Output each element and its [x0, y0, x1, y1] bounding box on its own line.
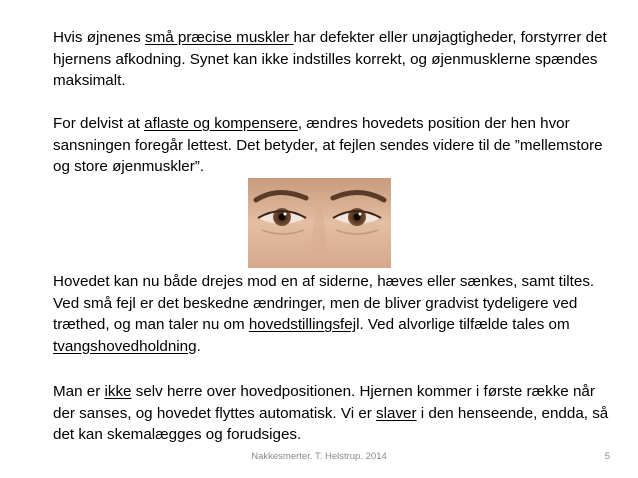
paragraph-not-in-control [53, 381, 613, 446]
p4-underlined-slaves: slaver [376, 404, 417, 422]
p2-text-end: , ændres hovedets position der hen hvor sansningen foregår lettest. Det betyder, at fejlen sendes videre til de ”mellemstore og store øjenmuskler”. [53, 115, 603, 175]
p4-text-middle: selv herre over hovedpositionen. Hjernen kommer i første række når der sanses, og hovedet flyttes automatisk. Vi er [53, 383, 595, 422]
paragraph-eye-muscles [53, 27, 613, 92]
eyes-illustration [248, 178, 391, 268]
p1-underlined-small-muscles: små præcise muskler [145, 29, 294, 46]
p3-text-end: . [196, 337, 201, 355]
p2-underlined-compensate: aflaste og kompensere [144, 115, 298, 132]
paragraph-compensation [53, 113, 613, 178]
p3-underlined-head-position-fault: hovedstillingsfej [248, 316, 357, 333]
p4-text-end: i den henseende, endda, så det kan skemalægges og forudsiges. [53, 404, 609, 443]
p3-text-start: Hovedet kan nu både drejes mod en af siderne, hæves eller sænkes, samt tiltes. Ved små fejl er det beskedne ændringer, men de bliver gradvist tydeligere ved træthed, og man taler nu om [53, 273, 595, 333]
p2-text-start: For delvist at [53, 115, 145, 132]
p3-text-middle: l. Ved alvorlige tilfælde tales om [356, 316, 570, 333]
p1-text-start: Hvis øjnenes [53, 29, 146, 46]
p1-text-end: har defekter eller unøjagtigheder, forstyrrer det hjernens afkodning. Synet kan ikke indstilles korrekt, og øjenmusklerne spændes maksimalt. [53, 29, 607, 89]
p4-underlined-not: ikke [104, 383, 132, 400]
eyes-photo [248, 178, 391, 268]
footer-text: Nakkesmerter. T. Helstrup. 2014 [251, 451, 387, 462]
slide-footer [0, 451, 638, 467]
paragraph-head-position [53, 271, 613, 357]
page-number: 5 [604, 451, 610, 462]
p3-underlined-forced-head-posture: tvangshovedholdning [53, 337, 197, 355]
p4-text-start: Man er [53, 383, 105, 400]
